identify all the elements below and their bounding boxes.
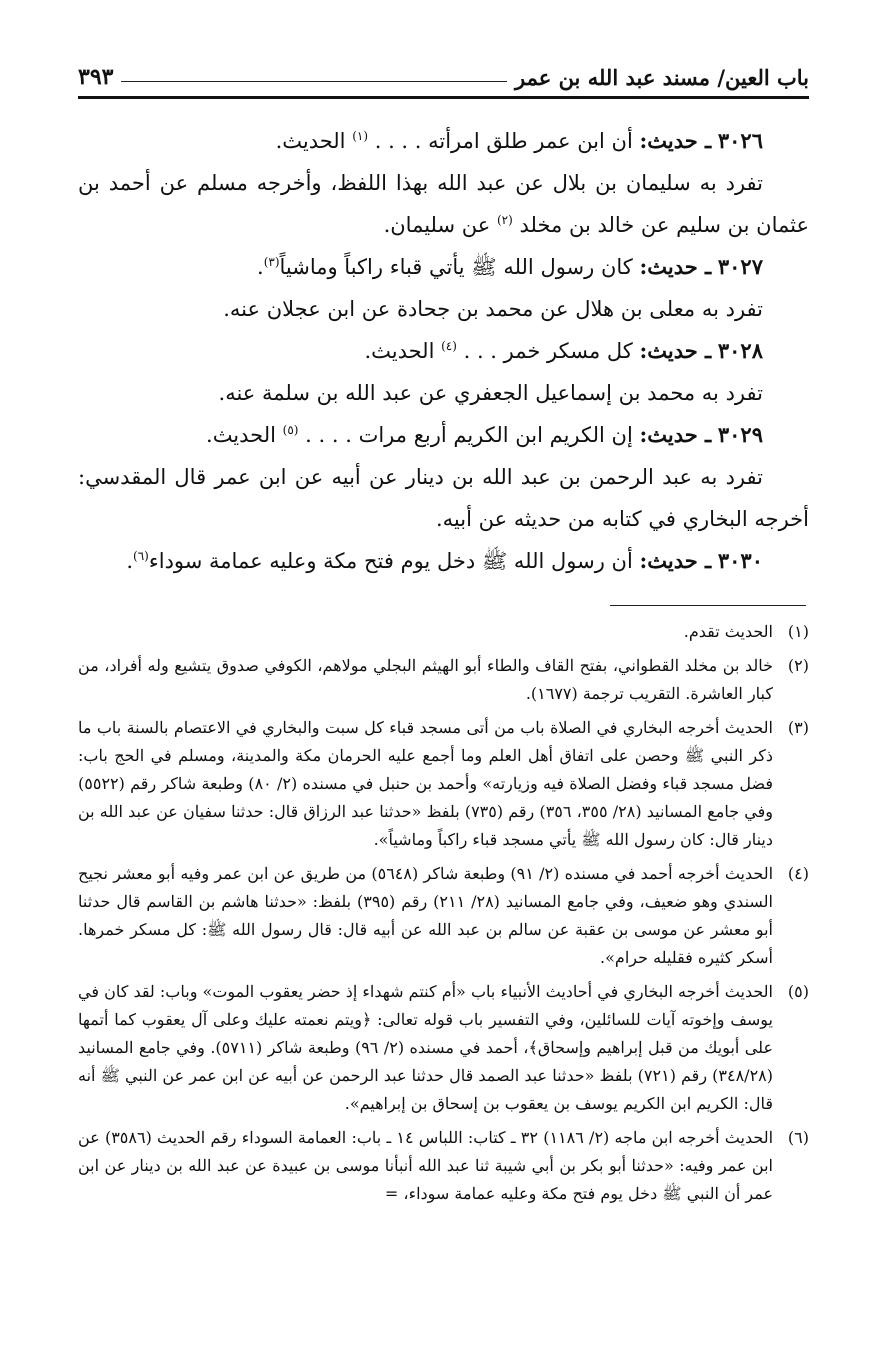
commentary-text: تفرد به معلى بن هلال عن محمد بن جحادة عن ابن عجلان عنه. <box>223 297 763 321</box>
commentary-text: تفرد به سليمان بن بلال عن عبد الله بهذا اللفظ، وأخرجه مسلم عن أحمد بن عثمان بن سليم عن خالد بن مخلد <box>78 171 809 237</box>
commentary-3026 <box>78 162 809 246</box>
footnote-number: (٤) <box>787 864 809 883</box>
footnote-3 <box>78 714 809 854</box>
footnotes <box>78 618 809 1214</box>
hadith-3026: ٣٠٢٦ ـ حديث: أن ابن عمر طلق امرأته . . . . $^{(١)}$ الحديث. <box>275 128 763 153</box>
header-rule <box>78 96 809 99</box>
hadith-number: ٣٠٣٠ <box>717 548 763 573</box>
footnote-number: (٥) <box>787 982 809 1001</box>
footnote-number: (٣) <box>787 718 809 737</box>
footnote-2 <box>78 652 809 708</box>
hadith-text: كل مسكر خمر . . . <box>463 339 633 363</box>
footnote-ref: (٢) <box>496 213 513 227</box>
main-text <box>78 120 809 582</box>
footnote-text: خالد بن مخلد القطواني، بفتح القاف والطاء أبو الهيثم البجلي مولاهم، الكوفي صدوق يتشيع وله أفراد، من كبار العاشرة. التقريب ترجمة (١٦٧٧). <box>78 656 773 703</box>
hadith-tail: . <box>126 549 134 573</box>
hadith-tail: الحديث. <box>275 129 346 153</box>
hadith-3027: ٣٠٢٧ ـ حديث: كان رسول الله ﷺ يأتي قباء راكباً وماشياً$^{(٣)}$. <box>257 254 763 279</box>
hadith-number: ٣٠٢٨ <box>717 338 763 363</box>
hadith-tail: الحديث. <box>364 339 435 363</box>
footnote-number: (٦) <box>787 1128 809 1147</box>
footnote-ref: (٤) <box>441 339 457 353</box>
hadith-number: ٣٠٢٦ <box>717 128 763 153</box>
hadith-text: أن رسول الله ﷺ دخل يوم فتح مكة وعليه عمامة سوداء <box>148 549 633 573</box>
hadith-tail: . <box>257 255 264 279</box>
hadith-keyword: حديث: <box>639 338 698 363</box>
hadith-text: أن ابن عمر طلق امرأته . . . . <box>374 129 633 153</box>
footnote-ref: (١) <box>352 129 369 143</box>
hadith-3028: ٣٠٢٨ ـ حديث: كل مسكر خمر . . . $^{(٤)}$ الحديث. <box>364 338 763 363</box>
footnote-text: الحديث أخرجه أحمد في مسنده (٢/ ٩١) وطبعة شاكر (٥٦٤٨) من طريق عن ابن عمر وفيه أبو معشر نجيح السندي وهو ضعيف، وفي جامع المسانيد (٢٨/ ٢١١) رقم (٣٩٥) بلفظ: «حدثنا هاشم بن القاسم قال حدثنا أبو معشر عن موسى بن عقبة عن سالم بن عبد الله عن أبيه قال: قال رسول الله ﷺ: كل مسكر خمرها. أسكر كثيره فقليله حرام». <box>78 864 774 967</box>
hadith-keyword: حديث: <box>639 254 698 279</box>
footnote-separator <box>610 605 806 606</box>
hadith-keyword: حديث: <box>639 548 698 573</box>
hadith-text: كان رسول الله ﷺ يأتي قباء راكباً وماشياً <box>279 255 633 279</box>
hadith-number: ٣٠٢٧ <box>717 254 763 279</box>
footnote-text: الحديث أخرجه البخاري في أحاديث الأنبياء باب «أم كنتم شهداء إذ حضر يعقوب الموت» وباب: لقد كان في يوسف وإخوته آيات للسائلين، وفي التفسير باب قوله تعالى: ﴿ويتم نعمته عليك وعلى آل يعقوب كما أتمها على أبويك من قبل إبراهيم وإسحاق﴾، أحمد في مسنده (٢/ ٩٦) وطبعة شاكر (٥٧١١). وفي جامع المسانيد (٣٤٨/٢٨) رقم (٧٢١) بلفظ «حدثنا عبد الصمد قال حدثنا عبد الرحمن عن أبيه عن ابن عمر عن النبي ﷺ أنه قال: الكريم ابن الكريم يوسف بن يعقوب بن إسحاق بن إبراهيم». <box>78 982 773 1113</box>
footnote-ref: (٣) <box>263 255 280 269</box>
hadith-keyword: حديث: <box>639 128 698 153</box>
hadith-3030: ٣٠٣٠ ـ حديث: أن رسول الله ﷺ دخل يوم فتح مكة وعليه عمامة سوداء$^{(٦)}$. <box>126 548 763 573</box>
commentary-tail: عن سليمان. <box>383 213 491 237</box>
hadith-text: إن الكريم ابن الكريم أربع مرات . . . . <box>305 423 633 447</box>
footnote-ref: (٥) <box>282 423 299 437</box>
header-leader-line <box>121 81 507 82</box>
footnote-text: الحديث تقدم. <box>683 622 773 641</box>
footnote-number: (٢) <box>787 656 809 675</box>
footnote-number: (١) <box>787 622 809 641</box>
footnote-text: الحديث أخرجه ابن ماجه (٢/ ١١٨٦) ٣٢ ـ كتاب: اللباس ١٤ ـ باب: العمامة السوداء رقم الحديث (٣٥٨٦) عن ابن عمر وفيه: «حدثنا أبو بكر بن أبي شيبة ثنا عبد الله أنبأنا موسى بن عبيدة عن عبد الله بن دينار عن ابن عمر أن النبي ﷺ دخل يوم فتح مكة وعليه عمامة سوداء، = <box>78 1128 774 1203</box>
running-title: باب العين/ مسند عبد الله بن عمر <box>515 65 809 90</box>
page-number: ٣٩٣ <box>78 64 114 90</box>
commentary-text: تفرد به عبد الرحمن بن عبد الله بن دينار عن أبيه عن ابن عمر قال المقدسي: أخرجه البخاري في كتابه من حديثه عن أبيه. <box>78 465 809 531</box>
commentary-text: تفرد به محمد بن إسماعيل الجعفري عن عبد الله بن سلمة عنه. <box>218 381 763 405</box>
commentary-3029 <box>78 456 809 540</box>
footnote-1 <box>78 618 809 646</box>
hadith-tail: الحديث. <box>206 423 276 447</box>
footnote-4 <box>78 860 809 972</box>
footnote-5 <box>78 978 809 1118</box>
commentary-3027 <box>78 288 809 330</box>
hadith-keyword: حديث: <box>639 422 698 447</box>
footnote-ref: (٦) <box>133 549 149 563</box>
footnote-6 <box>78 1124 809 1208</box>
hadith-number: ٣٠٢٩ <box>717 422 763 447</box>
page-header <box>78 56 809 96</box>
footnote-text: الحديث أخرجه البخاري في الصلاة باب من أتى مسجد قباء كل سبت والبخاري في الاعتصام بالسنة باب ما ذكر النبي ﷺ وحصن على اتفاق أهل العلم وما أجمع عليه الحرمان مكة والمدينة، ومسلم في الحج باب: فضل مسجد قباء وفضل الصلاة فيه وزيارته» وأحمد بن حنبل في مسنده (٢/ ٨٠) وطبعة شاكر رقم (٥٥٢٢) وفي جامع المسانيد (٢٨/ ٣٥٥، ٣٥٦) رقم (٧٣٥) بلفظ «حدثنا عبد الرزاق قال: حدثنا سفيان عن عبد الله بن دينار قال: كان رسول الله ﷺ يأتي مسجد قباء راكباً وماشياً». <box>78 718 774 849</box>
hadith-3029: ٣٠٢٩ ـ حديث: إن الكريم ابن الكريم أربع مرات . . . . $^{(٥)}$ الحديث. <box>206 422 763 447</box>
commentary-3028 <box>78 372 809 414</box>
